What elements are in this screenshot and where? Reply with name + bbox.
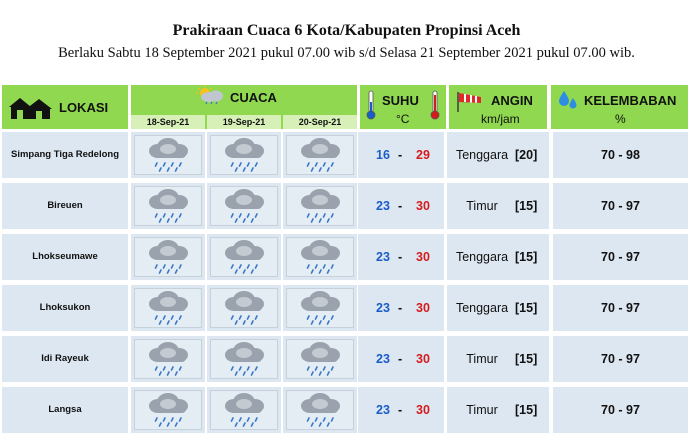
temp-max: 30 bbox=[416, 403, 430, 417]
location-cell: Bireuen bbox=[2, 183, 128, 229]
weather-cell bbox=[283, 336, 357, 382]
temperature-cell bbox=[358, 234, 444, 280]
temp-max: 30 bbox=[416, 352, 430, 366]
weather-cell bbox=[283, 132, 357, 178]
thermometer-hot-icon bbox=[430, 90, 440, 120]
wind-speed: [20] bbox=[515, 148, 538, 162]
wind-direction: Timur bbox=[466, 352, 498, 366]
wind-cell bbox=[447, 234, 549, 280]
date-header-1: 18-Sep-21 bbox=[131, 115, 205, 129]
header-angin-unit: km/jam bbox=[481, 112, 520, 126]
wind-direction: Tenggara bbox=[455, 250, 509, 264]
light-rain-icon bbox=[220, 239, 268, 275]
page-subtitle: Berlaku Sabtu 18 September 2021 pukul 07.00 wib s/d Selasa 21 September 2021 pukul 07.00 wib. bbox=[58, 45, 635, 61]
wind-cell bbox=[447, 285, 549, 331]
location-cell: Lhokseumawe bbox=[2, 234, 128, 280]
light-rain-icon bbox=[144, 392, 192, 428]
light-rain-icon bbox=[144, 137, 192, 173]
temp-min: 23 bbox=[376, 250, 390, 264]
wind-direction: Tenggara bbox=[455, 148, 509, 162]
wind-cell bbox=[447, 336, 549, 382]
weather-cell bbox=[207, 132, 281, 178]
temp-min: 23 bbox=[376, 199, 390, 213]
temperature-cell bbox=[358, 183, 444, 229]
weather-cell bbox=[283, 183, 357, 229]
table-row bbox=[2, 183, 688, 229]
wind-direction: Timur bbox=[466, 199, 498, 213]
location-cell: Langsa bbox=[2, 387, 128, 433]
humidity-cell: 70 - 97 bbox=[553, 387, 688, 433]
date-header-3: 20-Sep-21 bbox=[283, 115, 357, 129]
header-angin-cell bbox=[449, 85, 547, 129]
temp-separator: - bbox=[398, 352, 403, 366]
header-suhu-unit: °C bbox=[396, 112, 410, 126]
weather-cell bbox=[131, 336, 205, 382]
weather-cell bbox=[207, 336, 281, 382]
light-rain-icon bbox=[144, 239, 192, 275]
light-rain-icon bbox=[220, 137, 268, 173]
light-rain-icon bbox=[220, 392, 268, 428]
humidity-cell: 70 - 97 bbox=[553, 336, 688, 382]
location-cell: Simpang Tiga Redelong bbox=[2, 132, 128, 178]
light-rain-icon bbox=[220, 341, 268, 377]
humidity-cell: 70 - 97 bbox=[553, 285, 688, 331]
header-suhu-cell bbox=[360, 85, 446, 129]
light-rain-icon bbox=[296, 188, 344, 224]
header-kelembaban-unit: % bbox=[615, 112, 626, 126]
weather-cell bbox=[131, 234, 205, 280]
weather-cell bbox=[131, 132, 205, 178]
location-cell: Idi Rayeuk bbox=[2, 336, 128, 382]
temp-min: 16 bbox=[376, 148, 390, 162]
location-cell: Lhoksukon bbox=[2, 285, 128, 331]
weather-cell bbox=[207, 387, 281, 433]
weather-cell bbox=[207, 285, 281, 331]
light-rain-icon bbox=[296, 239, 344, 275]
light-rain-icon bbox=[296, 341, 344, 377]
table-row bbox=[2, 285, 688, 331]
light-rain-icon bbox=[144, 341, 192, 377]
temp-min: 23 bbox=[376, 301, 390, 315]
wind-speed: [15] bbox=[515, 403, 538, 417]
table-row bbox=[2, 132, 688, 178]
date-header-2: 19-Sep-21 bbox=[207, 115, 281, 129]
temp-separator: - bbox=[398, 301, 403, 315]
temp-max: 29 bbox=[416, 148, 430, 162]
humidity-cell: 70 - 98 bbox=[553, 132, 688, 178]
thermometer-cold-icon bbox=[366, 90, 376, 120]
temperature-cell bbox=[358, 336, 444, 382]
wind-cell bbox=[447, 132, 549, 178]
header-lokasi: LOKASI bbox=[59, 100, 109, 115]
header-kelembaban: KELEMBABAN bbox=[584, 93, 677, 108]
table-row bbox=[2, 387, 688, 433]
header-kelembaban-cell bbox=[551, 85, 688, 129]
light-rain-icon bbox=[220, 188, 268, 224]
temp-min: 23 bbox=[376, 352, 390, 366]
wind-speed: [15] bbox=[515, 352, 538, 366]
light-rain-icon bbox=[144, 290, 192, 326]
temperature-cell bbox=[358, 132, 444, 178]
temp-separator: - bbox=[398, 148, 403, 162]
weather-cell bbox=[131, 285, 205, 331]
partly-cloudy-rain-icon bbox=[193, 85, 225, 105]
temp-max: 30 bbox=[416, 301, 430, 315]
temp-max: 30 bbox=[416, 250, 430, 264]
page-title: Prakiraan Cuaca 6 Kota/Kabupaten Propinsi Aceh bbox=[172, 22, 521, 39]
header-suhu: SUHU bbox=[382, 93, 419, 108]
weather-cell bbox=[283, 387, 357, 433]
wind-direction: Tenggara bbox=[455, 301, 509, 315]
humidity-cell: 70 - 97 bbox=[553, 234, 688, 280]
windsock-icon bbox=[455, 90, 485, 112]
table-row bbox=[2, 336, 688, 382]
wind-speed: [15] bbox=[515, 301, 538, 315]
humidity-cell: 70 - 97 bbox=[553, 183, 688, 229]
wind-speed: [15] bbox=[515, 250, 538, 264]
wind-speed: [15] bbox=[515, 199, 538, 213]
light-rain-icon bbox=[220, 290, 268, 326]
table-row bbox=[2, 234, 688, 280]
header-cuaca: CUACA bbox=[230, 90, 277, 105]
temp-min: 23 bbox=[376, 403, 390, 417]
temp-separator: - bbox=[398, 403, 403, 417]
light-rain-icon bbox=[296, 290, 344, 326]
temp-max: 30 bbox=[416, 199, 430, 213]
light-rain-icon bbox=[296, 392, 344, 428]
weather-cell bbox=[131, 183, 205, 229]
header-angin: ANGIN bbox=[491, 93, 533, 108]
temperature-cell bbox=[358, 387, 444, 433]
light-rain-icon bbox=[144, 188, 192, 224]
temp-separator: - bbox=[398, 250, 403, 264]
weather-cell bbox=[131, 387, 205, 433]
weather-cell bbox=[283, 285, 357, 331]
wind-cell bbox=[447, 183, 549, 229]
wind-cell bbox=[447, 387, 549, 433]
weather-cell bbox=[207, 183, 281, 229]
water-drops-icon bbox=[557, 89, 579, 111]
wind-direction: Timur bbox=[466, 403, 498, 417]
temp-separator: - bbox=[398, 199, 403, 213]
temperature-cell bbox=[358, 285, 444, 331]
light-rain-icon bbox=[296, 137, 344, 173]
weather-cell bbox=[207, 234, 281, 280]
house-icon bbox=[8, 95, 54, 121]
header-lokasi-cell bbox=[2, 85, 128, 129]
weather-cell bbox=[283, 234, 357, 280]
